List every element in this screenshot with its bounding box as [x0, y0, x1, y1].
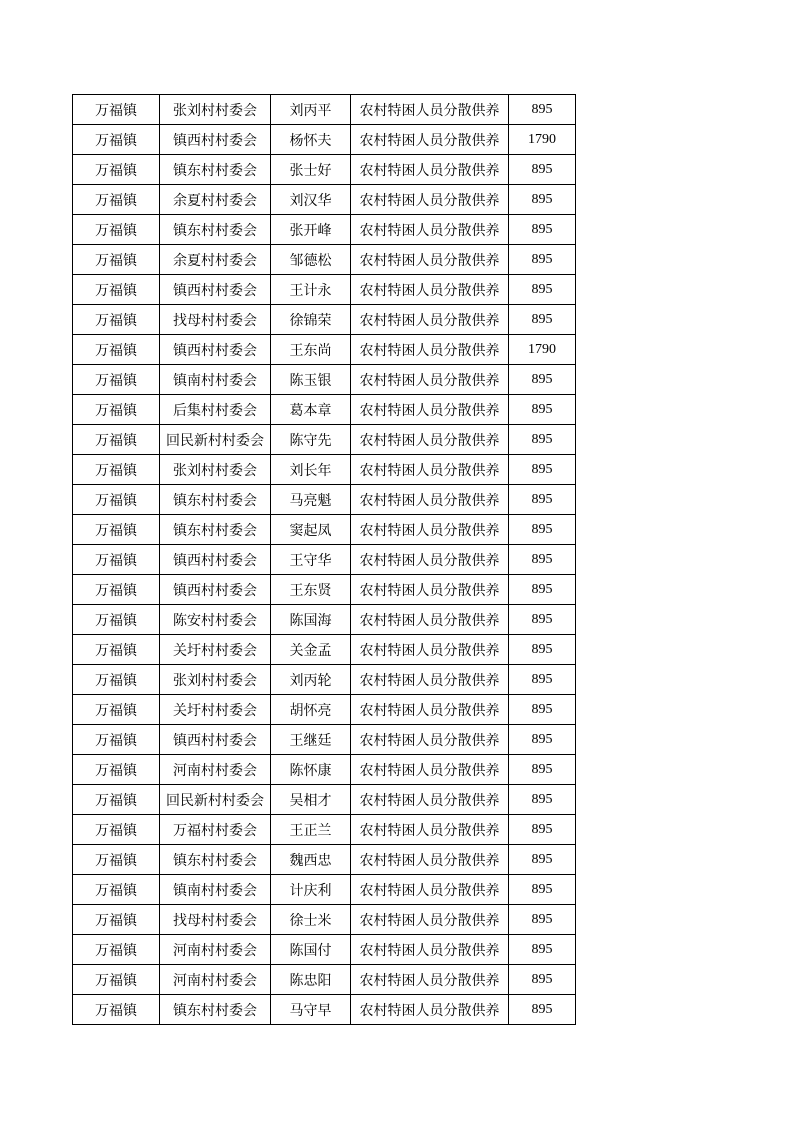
cell-village: 镇西村村委会 — [160, 545, 271, 575]
cell-name: 刘丙平 — [271, 95, 351, 125]
cell-name: 马守早 — [271, 995, 351, 1025]
cell-type: 农村特困人员分散供养 — [351, 845, 509, 875]
cell-town: 万福镇 — [73, 305, 160, 335]
cell-type: 农村特困人员分散供养 — [351, 635, 509, 665]
cell-type: 农村特困人员分散供养 — [351, 275, 509, 305]
cell-amount: 895 — [509, 305, 576, 335]
relief-table-body — [73, 95, 576, 1025]
cell-village: 镇南村村委会 — [160, 875, 271, 905]
cell-village: 关圩村村委会 — [160, 635, 271, 665]
cell-type: 农村特困人员分散供养 — [351, 905, 509, 935]
cell-name: 邹德松 — [271, 245, 351, 275]
table-row — [73, 245, 576, 275]
cell-town: 万福镇 — [73, 815, 160, 845]
cell-name: 杨怀夫 — [271, 125, 351, 155]
cell-town: 万福镇 — [73, 545, 160, 575]
cell-town: 万福镇 — [73, 635, 160, 665]
cell-amount: 1790 — [509, 125, 576, 155]
cell-name: 魏西忠 — [271, 845, 351, 875]
cell-amount: 895 — [509, 215, 576, 245]
cell-name: 徐锦荣 — [271, 305, 351, 335]
cell-amount: 1790 — [509, 335, 576, 365]
table-row — [73, 485, 576, 515]
cell-village: 镇东村村委会 — [160, 155, 271, 185]
cell-village: 回民新村村委会 — [160, 425, 271, 455]
table-row — [73, 605, 576, 635]
table-row — [73, 875, 576, 905]
cell-type: 农村特困人员分散供养 — [351, 965, 509, 995]
relief-table — [72, 94, 576, 1025]
cell-amount: 895 — [509, 485, 576, 515]
cell-amount: 895 — [509, 95, 576, 125]
table-row — [73, 665, 576, 695]
cell-amount: 895 — [509, 575, 576, 605]
table-row — [73, 125, 576, 155]
cell-amount: 895 — [509, 755, 576, 785]
cell-type: 农村特困人员分散供养 — [351, 935, 509, 965]
table-row — [73, 755, 576, 785]
cell-amount: 895 — [509, 875, 576, 905]
cell-type: 农村特困人员分散供养 — [351, 365, 509, 395]
cell-type: 农村特困人员分散供养 — [351, 215, 509, 245]
cell-amount: 895 — [509, 905, 576, 935]
cell-town: 万福镇 — [73, 125, 160, 155]
cell-town: 万福镇 — [73, 515, 160, 545]
table-row — [73, 305, 576, 335]
cell-name: 刘长年 — [271, 455, 351, 485]
cell-town: 万福镇 — [73, 455, 160, 485]
cell-name: 计庆利 — [271, 875, 351, 905]
cell-village: 河南村村委会 — [160, 935, 271, 965]
cell-town: 万福镇 — [73, 755, 160, 785]
cell-town: 万福镇 — [73, 365, 160, 395]
cell-amount: 895 — [509, 275, 576, 305]
cell-village: 找母村村委会 — [160, 305, 271, 335]
cell-village: 陈安村村委会 — [160, 605, 271, 635]
cell-village: 河南村村委会 — [160, 755, 271, 785]
cell-village: 后集村村委会 — [160, 395, 271, 425]
cell-type: 农村特困人员分散供养 — [351, 605, 509, 635]
table-row — [73, 335, 576, 365]
table-row — [73, 935, 576, 965]
cell-type: 农村特困人员分散供养 — [351, 815, 509, 845]
table-row — [73, 425, 576, 455]
cell-name: 王东尚 — [271, 335, 351, 365]
cell-town: 万福镇 — [73, 995, 160, 1025]
cell-village: 镇西村村委会 — [160, 335, 271, 365]
cell-town: 万福镇 — [73, 185, 160, 215]
cell-village: 镇东村村委会 — [160, 485, 271, 515]
cell-town: 万福镇 — [73, 155, 160, 185]
cell-town: 万福镇 — [73, 935, 160, 965]
cell-town: 万福镇 — [73, 425, 160, 455]
cell-name: 马亮魁 — [271, 485, 351, 515]
cell-amount: 895 — [509, 185, 576, 215]
cell-name: 王正兰 — [271, 815, 351, 845]
cell-amount: 895 — [509, 155, 576, 185]
cell-village: 找母村村委会 — [160, 905, 271, 935]
table-row — [73, 695, 576, 725]
cell-village: 镇东村村委会 — [160, 845, 271, 875]
cell-name: 张开峰 — [271, 215, 351, 245]
cell-town: 万福镇 — [73, 965, 160, 995]
table-row — [73, 785, 576, 815]
cell-village: 回民新村村委会 — [160, 785, 271, 815]
cell-village: 余夏村村委会 — [160, 185, 271, 215]
cell-type: 农村特困人员分散供养 — [351, 305, 509, 335]
cell-town: 万福镇 — [73, 605, 160, 635]
cell-name: 陈忠阳 — [271, 965, 351, 995]
cell-name: 葛本章 — [271, 395, 351, 425]
cell-type: 农村特困人员分散供养 — [351, 755, 509, 785]
table-row — [73, 635, 576, 665]
cell-amount: 895 — [509, 965, 576, 995]
table-row — [73, 575, 576, 605]
cell-name: 吴相才 — [271, 785, 351, 815]
cell-name: 陈怀康 — [271, 755, 351, 785]
cell-village: 镇东村村委会 — [160, 995, 271, 1025]
cell-name: 陈守先 — [271, 425, 351, 455]
cell-type: 农村特困人员分散供养 — [351, 185, 509, 215]
cell-type: 农村特困人员分散供养 — [351, 785, 509, 815]
cell-amount: 895 — [509, 815, 576, 845]
cell-amount: 895 — [509, 785, 576, 815]
table-row — [73, 545, 576, 575]
cell-village: 关圩村村委会 — [160, 695, 271, 725]
cell-amount: 895 — [509, 845, 576, 875]
table-row — [73, 155, 576, 185]
cell-name: 陈玉银 — [271, 365, 351, 395]
cell-town: 万福镇 — [73, 275, 160, 305]
cell-name: 陈国海 — [271, 605, 351, 635]
cell-type: 农村特困人员分散供养 — [351, 515, 509, 545]
cell-type: 农村特困人员分散供养 — [351, 545, 509, 575]
cell-amount: 895 — [509, 425, 576, 455]
cell-town: 万福镇 — [73, 725, 160, 755]
table-row — [73, 395, 576, 425]
table-row — [73, 365, 576, 395]
cell-name: 王东贤 — [271, 575, 351, 605]
cell-village: 张刘村村委会 — [160, 455, 271, 485]
cell-amount: 895 — [509, 995, 576, 1025]
cell-type: 农村特困人员分散供养 — [351, 485, 509, 515]
cell-amount: 895 — [509, 605, 576, 635]
cell-village: 河南村村委会 — [160, 965, 271, 995]
cell-type: 农村特困人员分散供养 — [351, 995, 509, 1025]
cell-village: 镇东村村委会 — [160, 215, 271, 245]
cell-amount: 895 — [509, 395, 576, 425]
cell-village: 镇东村村委会 — [160, 515, 271, 545]
cell-name: 王继廷 — [271, 725, 351, 755]
cell-name: 陈国付 — [271, 935, 351, 965]
table-row — [73, 275, 576, 305]
cell-name: 王计永 — [271, 275, 351, 305]
cell-type: 农村特困人员分散供养 — [351, 725, 509, 755]
cell-type: 农村特困人员分散供养 — [351, 455, 509, 485]
cell-type: 农村特困人员分散供养 — [351, 425, 509, 455]
cell-village: 镇南村村委会 — [160, 365, 271, 395]
cell-amount: 895 — [509, 545, 576, 575]
table-row — [73, 215, 576, 245]
cell-village: 张刘村村委会 — [160, 665, 271, 695]
cell-village: 镇西村村委会 — [160, 125, 271, 155]
cell-amount: 895 — [509, 635, 576, 665]
cell-village: 张刘村村委会 — [160, 95, 271, 125]
cell-amount: 895 — [509, 245, 576, 275]
table-row — [73, 185, 576, 215]
table-row — [73, 515, 576, 545]
cell-type: 农村特困人员分散供养 — [351, 665, 509, 695]
cell-town: 万福镇 — [73, 395, 160, 425]
table-row — [73, 965, 576, 995]
table-row — [73, 815, 576, 845]
cell-type: 农村特困人员分散供养 — [351, 95, 509, 125]
cell-type: 农村特困人员分散供养 — [351, 395, 509, 425]
cell-town: 万福镇 — [73, 665, 160, 695]
cell-village: 镇西村村委会 — [160, 275, 271, 305]
cell-name: 刘汉华 — [271, 185, 351, 215]
cell-amount: 895 — [509, 515, 576, 545]
cell-town: 万福镇 — [73, 245, 160, 275]
cell-name: 王守华 — [271, 545, 351, 575]
cell-village: 镇西村村委会 — [160, 575, 271, 605]
cell-town: 万福镇 — [73, 845, 160, 875]
table-row — [73, 905, 576, 935]
cell-name: 刘丙轮 — [271, 665, 351, 695]
table-row — [73, 845, 576, 875]
cell-amount: 895 — [509, 725, 576, 755]
cell-village: 余夏村村委会 — [160, 245, 271, 275]
cell-town: 万福镇 — [73, 215, 160, 245]
cell-town: 万福镇 — [73, 695, 160, 725]
table-row — [73, 95, 576, 125]
cell-amount: 895 — [509, 665, 576, 695]
cell-amount: 895 — [509, 365, 576, 395]
cell-type: 农村特困人员分散供养 — [351, 875, 509, 905]
cell-type: 农村特困人员分散供养 — [351, 245, 509, 275]
cell-type: 农村特困人员分散供养 — [351, 575, 509, 605]
table-row — [73, 725, 576, 755]
cell-village: 镇西村村委会 — [160, 725, 271, 755]
cell-type: 农村特困人员分散供养 — [351, 695, 509, 725]
cell-name: 张士好 — [271, 155, 351, 185]
cell-name: 胡怀亮 — [271, 695, 351, 725]
cell-type: 农村特困人员分散供养 — [351, 125, 509, 155]
cell-name: 窦起凤 — [271, 515, 351, 545]
cell-amount: 895 — [509, 695, 576, 725]
cell-town: 万福镇 — [73, 575, 160, 605]
cell-type: 农村特困人员分散供养 — [351, 155, 509, 185]
cell-town: 万福镇 — [73, 905, 160, 935]
cell-name: 徐士米 — [271, 905, 351, 935]
cell-name: 关金孟 — [271, 635, 351, 665]
cell-town: 万福镇 — [73, 785, 160, 815]
cell-town: 万福镇 — [73, 875, 160, 905]
cell-amount: 895 — [509, 455, 576, 485]
cell-amount: 895 — [509, 935, 576, 965]
table-row — [73, 995, 576, 1025]
table-row — [73, 455, 576, 485]
cell-type: 农村特困人员分散供养 — [351, 335, 509, 365]
cell-town: 万福镇 — [73, 485, 160, 515]
cell-town: 万福镇 — [73, 335, 160, 365]
cell-town: 万福镇 — [73, 95, 160, 125]
cell-village: 万福村村委会 — [160, 815, 271, 845]
